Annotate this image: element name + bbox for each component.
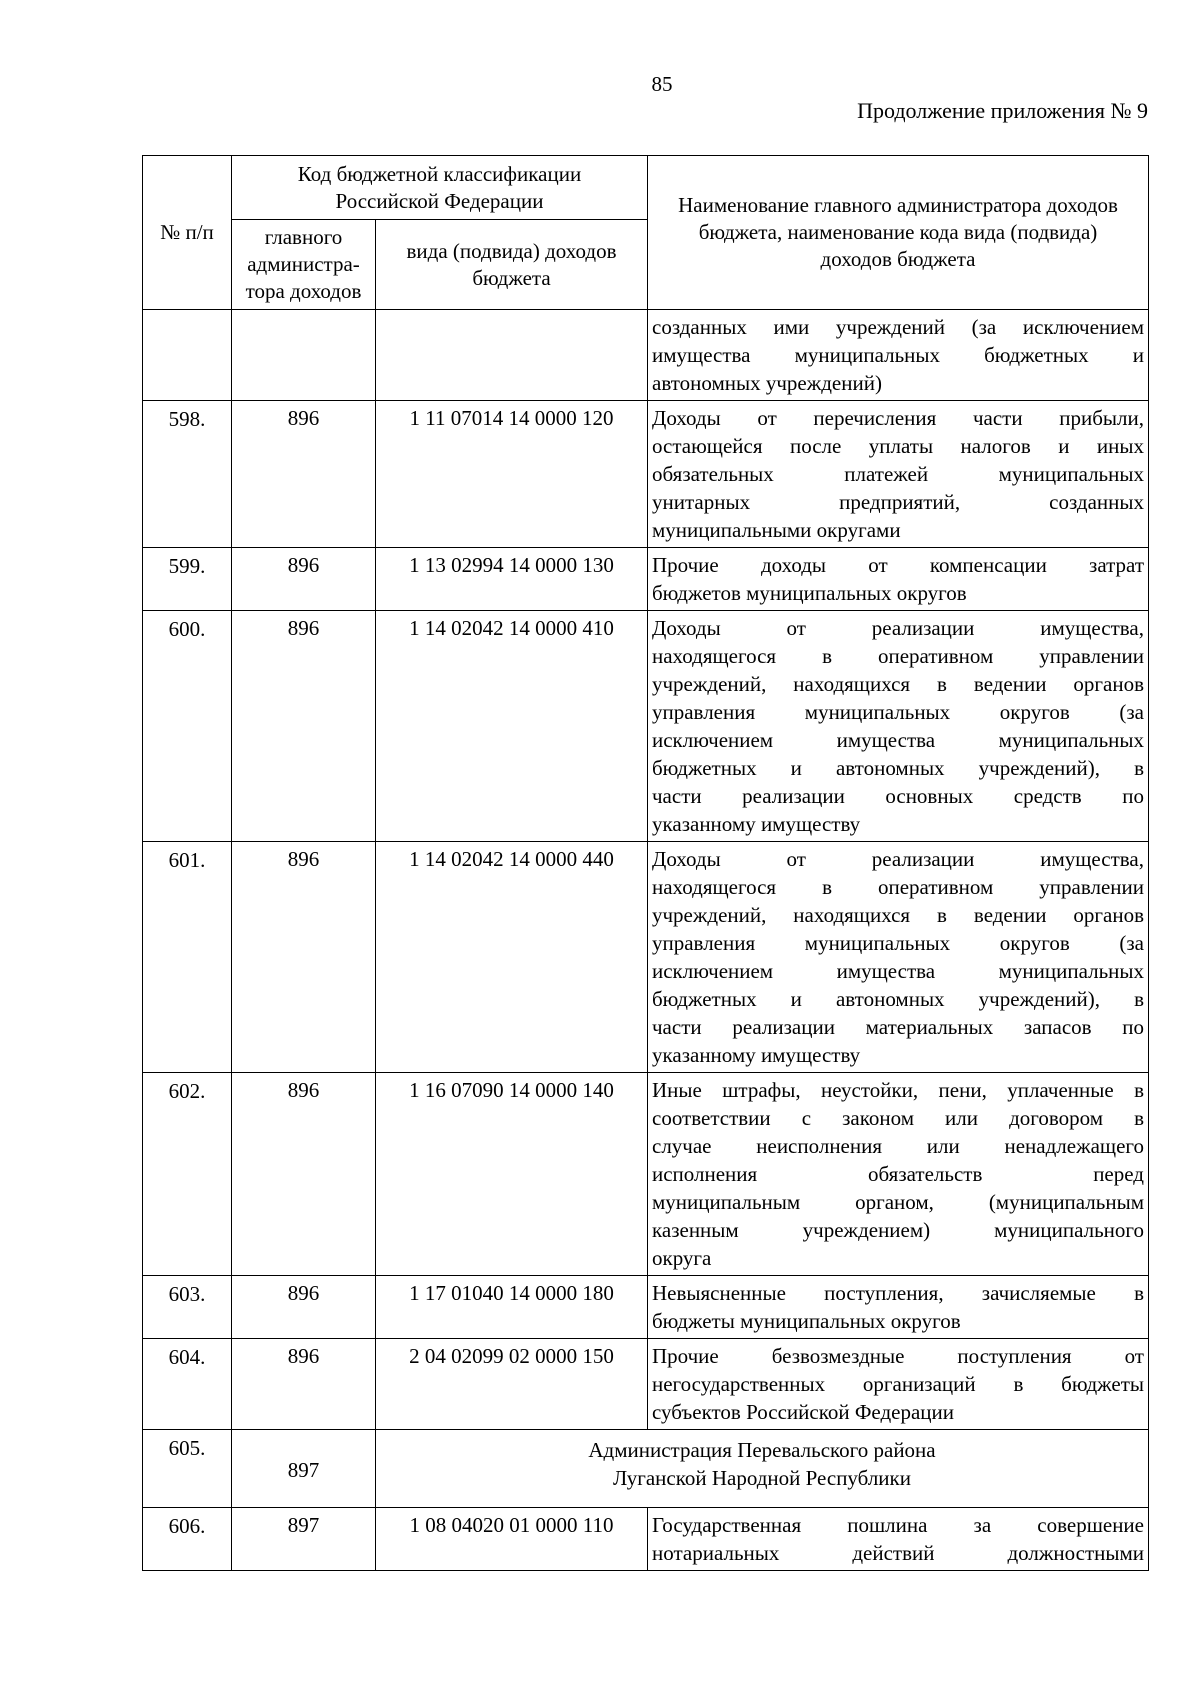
header-name: Наименование главного администратора доходов бюджета, наименование кода вида (подвида) доходов бюджета xyxy=(648,156,1149,310)
row-income-code: 1 16 07090 14 0000 140 xyxy=(376,1073,648,1276)
row-income-code: 1 17 01040 14 0000 180 xyxy=(376,1276,648,1339)
description-line: находящегося в оперативном управлении xyxy=(652,875,1144,899)
description-line: находящегося в оперативном управлении xyxy=(652,644,1144,668)
row-income-code: 2 04 02099 02 0000 150 xyxy=(376,1339,648,1430)
description-line: учреждений, находящихся в ведении органов xyxy=(652,672,1144,696)
description-line: исключением имущества муниципальных xyxy=(652,959,1144,983)
description-line: исключением имущества муниципальных xyxy=(652,728,1144,752)
row-income-code: 1 11 07014 14 0000 120 xyxy=(376,401,648,548)
budget-classification-table xyxy=(142,155,1149,1571)
row-admin-code: 896 xyxy=(232,1276,376,1339)
row-code-cell xyxy=(376,310,648,401)
section-header-row xyxy=(143,1430,1149,1508)
table-row xyxy=(143,1073,1149,1276)
description-line: Невыясненные поступления, зачисляемые в xyxy=(652,1281,1144,1305)
row-admin-code: 897 xyxy=(232,1508,376,1571)
description-line: субъектов Российской Федерации xyxy=(652,1400,955,1424)
header-income-type-code: вида (подвида) доходов бюджета xyxy=(376,220,648,310)
description-line: исполнения обязательств перед xyxy=(652,1162,1144,1186)
description-line: Иные штрафы, неустойки, пени, уплаченные в xyxy=(652,1078,1144,1102)
section-title xyxy=(376,1430,1149,1508)
row-number: 601. xyxy=(143,842,232,1073)
row-description xyxy=(648,842,1149,1073)
description-line: обязательных платежей муниципальных xyxy=(652,462,1144,486)
description-line: бюджеты муниципальных округов xyxy=(652,1309,961,1333)
row-number: 598. xyxy=(143,401,232,548)
description-line: муниципальными округами xyxy=(652,518,901,542)
row-income-code: 1 14 02042 14 0000 410 xyxy=(376,611,648,842)
header-number: № п/п xyxy=(143,156,232,310)
description-line: Доходы от перечисления части прибыли, xyxy=(652,406,1144,430)
description-line: бюджетов муниципальных округов xyxy=(652,581,967,605)
section-title-line-1: Администрация Перевальского района xyxy=(588,1438,936,1462)
row-number: 602. xyxy=(143,1073,232,1276)
description-line: Прочие безвозмездные поступления от xyxy=(652,1344,1144,1368)
description-line: бюджетных и автономных учреждений), в xyxy=(652,756,1144,780)
row-number: 606. xyxy=(143,1508,232,1571)
description-line: остающейся после уплаты налогов и иных xyxy=(652,434,1144,458)
description-line: нотариальных действий должностными xyxy=(652,1541,1144,1565)
row-description xyxy=(648,611,1149,842)
table-row xyxy=(143,310,1149,401)
row-income-code: 1 08 04020 01 0000 110 xyxy=(376,1508,648,1571)
row-admin-code: 896 xyxy=(232,401,376,548)
description-line: унитарных предприятий, созданных xyxy=(652,490,1144,514)
page-number: 85 xyxy=(651,72,673,96)
description-line: Доходы от реализации имущества, xyxy=(652,847,1144,871)
table-row xyxy=(143,611,1149,842)
row-income-code: 1 13 02994 14 0000 130 xyxy=(376,548,648,611)
row-description xyxy=(648,401,1149,548)
description-line: Прочие доходы от компенсации затрат xyxy=(652,553,1144,577)
description-line: автономных учреждений) xyxy=(652,371,882,395)
row-description xyxy=(648,548,1149,611)
description-line: округа xyxy=(652,1246,712,1270)
header-admin-code: главного администра-тора доходов xyxy=(232,220,376,310)
description-line: созданных ими учреждений (за исключением xyxy=(652,315,1144,339)
header-classification-code: Код бюджетной классификации Российской Федерации xyxy=(232,156,648,220)
description-line: казенным учреждением) муниципального xyxy=(652,1218,1144,1242)
description-line: указанному имуществу xyxy=(652,812,861,836)
section-admin-code: 897 xyxy=(232,1430,376,1508)
section-number: 605. xyxy=(143,1430,232,1508)
table-row xyxy=(143,1508,1149,1571)
description-line: Доходы от реализации имущества, xyxy=(652,616,1144,640)
description-line: имущества муниципальных бюджетных и xyxy=(652,343,1144,367)
row-description xyxy=(648,310,1149,401)
description-line: части реализации основных средств по xyxy=(652,784,1144,808)
description-line: учреждений, находящихся в ведении органов xyxy=(652,903,1144,927)
description-line: соответствии с законом или договором в xyxy=(652,1106,1144,1130)
table-header-row xyxy=(143,156,1149,220)
row-admin-cell xyxy=(232,310,376,401)
description-line: управления муниципальных округов (за xyxy=(652,931,1144,955)
description-line: муниципальным органом, (муниципальным xyxy=(652,1190,1144,1214)
table-row xyxy=(143,1339,1149,1430)
description-line: бюджетных и автономных учреждений), в xyxy=(652,987,1144,1011)
table-row xyxy=(143,548,1149,611)
row-number: 599. xyxy=(143,548,232,611)
row-admin-code: 896 xyxy=(232,842,376,1073)
row-description xyxy=(648,1339,1149,1430)
row-admin-code: 896 xyxy=(232,611,376,842)
description-line: негосударственных организаций в бюджеты xyxy=(652,1372,1144,1396)
row-admin-code: 896 xyxy=(232,1073,376,1276)
section-title-line-2: Луганской Народной Республики xyxy=(613,1466,911,1490)
row-number: 600. xyxy=(143,611,232,842)
description-line: управления муниципальных округов (за xyxy=(652,700,1144,724)
description-line: части реализации материальных запасов по xyxy=(652,1015,1144,1039)
table-rows xyxy=(143,401,1149,1430)
description-line: случае неисполнения или ненадлежащего xyxy=(652,1134,1144,1158)
row-admin-code: 896 xyxy=(232,548,376,611)
row-number: 603. xyxy=(143,1276,232,1339)
row-admin-code: 896 xyxy=(232,1339,376,1430)
table-row xyxy=(143,842,1149,1073)
table-row xyxy=(143,1276,1149,1339)
row-number: 604. xyxy=(143,1339,232,1430)
description-line: указанному имуществу xyxy=(652,1043,861,1067)
row-number-cell xyxy=(143,310,232,401)
appendix-continuation-label: Продолжение приложения № 9 xyxy=(857,98,1148,123)
row-description xyxy=(648,1276,1149,1339)
description-line: Государственная пошлина за совершение xyxy=(652,1513,1144,1537)
row-income-code: 1 14 02042 14 0000 440 xyxy=(376,842,648,1073)
row-description xyxy=(648,1508,1149,1571)
row-description xyxy=(648,1073,1149,1276)
table-row xyxy=(143,401,1149,548)
